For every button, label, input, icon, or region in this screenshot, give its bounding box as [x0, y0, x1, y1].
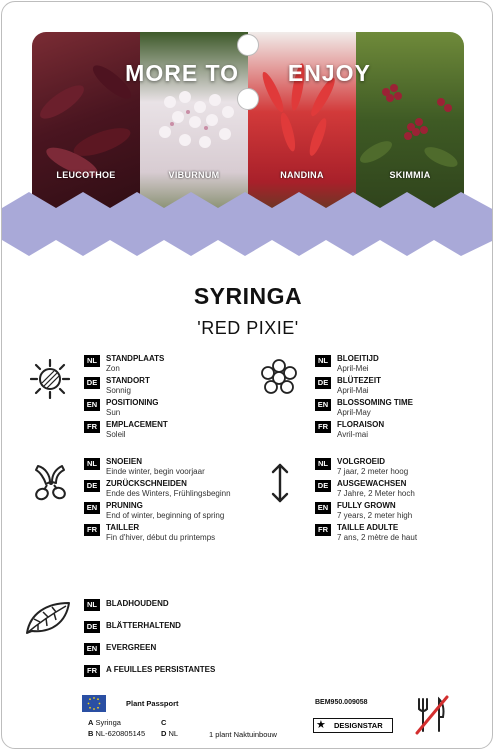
headline-right: ENJOY — [287, 60, 371, 86]
leaf-icon — [24, 600, 72, 636]
location-value: Sun — [106, 408, 121, 417]
headline-left: MORE TO — [125, 60, 240, 86]
passport-a — [88, 718, 121, 727]
location-value: Soleil — [106, 430, 126, 439]
star-icon: ★ — [316, 719, 326, 731]
pruning-label: PRUNING — [106, 501, 143, 510]
photo-label-viburnum: VIBURNUM — [168, 170, 220, 180]
plant-cultivar: 'RED PIXIE' — [197, 318, 299, 338]
product-code: BEM950.009058 — [315, 699, 368, 706]
pruning-value: End of winter, beginning of spring — [106, 511, 225, 520]
lang-badge: FR — [315, 524, 331, 536]
lang-badge: DE — [315, 377, 331, 389]
lang-badge: NL — [84, 599, 100, 611]
passport-a-value: Syringa — [95, 718, 121, 727]
brand-name: DESIGNSTAR — [334, 721, 383, 730]
pruning-label: ZURÜCKSCHNEIDEN — [106, 479, 187, 488]
growth-label: TAILLE ADULTE — [337, 523, 399, 532]
lang-badge: EN — [84, 399, 100, 411]
flowering-value: Avril-mai — [337, 430, 368, 439]
lang-badge: EN — [315, 502, 331, 514]
flowering-value: April-Mei — [337, 364, 369, 373]
photo-label-leucothoe: LEUCOTHOE — [56, 170, 116, 180]
growth-label: AUSGEWACHSEN — [337, 479, 407, 488]
flowering-label: BLÜTEZEIT — [337, 376, 381, 385]
foliage-label: BLÄTTERHALTEND — [106, 621, 181, 630]
punch-hole-bottom — [237, 88, 259, 110]
lang-badge: NL — [315, 458, 331, 470]
growth-value: 7 jaar, 2 meter hoog — [337, 467, 409, 476]
location-label: POSITIONING — [106, 398, 159, 407]
lang-badge: DE — [84, 621, 100, 633]
lang-badge: EN — [84, 502, 100, 514]
foliage-label: BLADHOUDEND — [106, 599, 169, 608]
flower-icon — [260, 359, 298, 397]
growth-value: 7 ans, 2 mètre de haut — [337, 533, 418, 542]
location-value: Sonnig — [106, 386, 131, 395]
pruning-label: TAILLER — [106, 523, 140, 532]
plant-note: 1 plant Naktuinbouw — [209, 730, 277, 739]
growth-label: FULLY GROWN — [337, 501, 396, 510]
flowering-label: BLOEITIJD — [337, 354, 379, 363]
lang-badge: DE — [84, 377, 100, 389]
passport-c — [161, 718, 166, 727]
flowering-value: April-May — [337, 408, 371, 417]
lang-badge: FR — [315, 421, 331, 433]
flowering-label: FLORAISON — [337, 420, 385, 429]
eu-flag-icon — [82, 695, 106, 712]
growth-value: 7 Jahre, 2 Meter hoch — [337, 489, 415, 498]
height-arrow-icon — [270, 462, 290, 504]
lang-badge: NL — [315, 355, 331, 367]
growth-label: VOLGROEID — [337, 457, 386, 466]
location-value: Zon — [106, 364, 120, 373]
passport-a-key: A — [88, 718, 94, 727]
designstar-badge — [313, 718, 393, 733]
foliage-label: EVERGREEN — [106, 643, 157, 652]
lang-badge: NL — [84, 458, 100, 470]
plant-passport-title: Plant Passport — [126, 699, 179, 708]
passport-c-key: C — [161, 718, 167, 727]
passport-d-value: NL — [168, 729, 179, 738]
location-label: STANDORT — [106, 376, 150, 385]
lang-badge: NL — [84, 355, 100, 367]
passport-b-value: NL-620805145 — [95, 729, 146, 738]
location-label: STANDPLAATS — [106, 354, 165, 363]
lang-badge: DE — [315, 480, 331, 492]
flowering-label: BLOSSOMING TIME — [337, 398, 413, 407]
lang-badge: FR — [84, 524, 100, 536]
pruning-shears-icon — [32, 462, 68, 502]
lang-badge: DE — [84, 480, 100, 492]
growth-value: 7 years, 2 meter high — [337, 511, 413, 520]
lang-badge: FR — [84, 665, 100, 677]
pruning-value: Fin d'hiver, début du printemps — [106, 533, 216, 542]
no-cutlery-icon — [415, 695, 449, 735]
plant-label-card — [1, 1, 493, 749]
banner-headline — [2, 60, 493, 87]
lang-badge: EN — [84, 643, 100, 655]
lang-badge: FR — [84, 421, 100, 433]
pruning-label: SNOEIEN — [106, 457, 143, 466]
zigzag-divider — [2, 190, 493, 260]
foliage-label: A FEUILLES PERSISTANTES — [106, 665, 216, 674]
flowering-value: April-Mai — [337, 386, 369, 395]
photo-label-skimmia: SKIMMIA — [389, 170, 431, 180]
pruning-value: Ende des Winters, Frühlingsbeginn — [106, 489, 231, 498]
sun-icon — [30, 359, 70, 399]
plant-name: SYRINGA — [193, 283, 303, 309]
passport-d-key: D — [161, 729, 167, 738]
passport-b-key: B — [88, 729, 94, 738]
passport-b — [88, 729, 145, 738]
location-label: EMPLACEMENT — [106, 420, 168, 429]
punch-hole-top — [237, 34, 259, 56]
photo-label-nandina: NANDINA — [280, 170, 324, 180]
lang-badge: EN — [315, 399, 331, 411]
passport-d — [161, 729, 178, 738]
pruning-value: Einde winter, begin voorjaar — [106, 467, 205, 476]
